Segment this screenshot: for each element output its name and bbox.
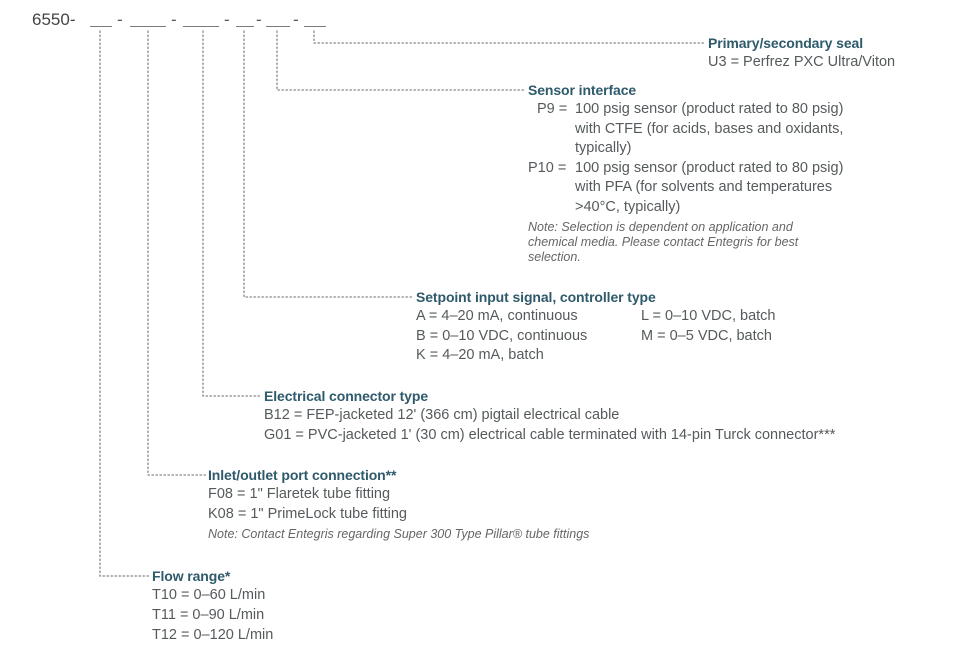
flow-option-t11: T11 = 0–90 L/min [152, 607, 265, 623]
sensor-code-p9: P9 = [537, 101, 568, 117]
sensor-heading: Sensor interface [528, 82, 637, 98]
separator-4: - [256, 10, 262, 29]
connector-option-g01: G01 = PVC-jacketed 1' (30 cm) electrical cable terminated with 14-pin Turck connector*** [264, 427, 836, 443]
flow-option-t10: T10 = 0–60 L/min [152, 587, 266, 603]
leader-setpoint [244, 31, 414, 297]
leader-seal [314, 31, 706, 43]
sensor-note-line-2: chemical media. Please contact Entegris for best [528, 235, 799, 249]
setpoint-option-b: B = 0–10 VDC, continuous [416, 328, 588, 344]
sensor-note-line-3: selection. [528, 250, 581, 264]
setpoint-option-m: M = 0–5 VDC, batch [641, 328, 772, 344]
port-option-f08: F08 = 1" Flaretek tube fitting [208, 486, 391, 502]
setpoint-heading: Setpoint input signal, controller type [416, 289, 656, 305]
sensor-p9-line-2: with CTFE (for acids, bases and oxidants, [575, 121, 844, 137]
flow-option-t12: T12 = 0–120 L/min [152, 627, 274, 643]
port-note: Note: Contact Entegris regarding Super 300 Type Pillar® tube fittings [208, 527, 590, 541]
flow-heading: Flow range* [152, 568, 231, 584]
setpoint-option-k: K = 4–20 mA, batch [416, 347, 544, 363]
sensor-p9-line-3: typically) [575, 140, 632, 156]
part-prefix: 6550- [32, 10, 76, 29]
sensor-p10-line-1: 100 psig sensor (product rated to 80 psig) [575, 160, 844, 176]
sensor-p10-line-2: with PFA (for solvents and temperatures [575, 179, 833, 195]
leader-port [148, 31, 206, 475]
leader-flow [100, 31, 150, 576]
port-option-k08: K08 = 1" PrimeLock tube fitting [208, 506, 407, 522]
connector-heading: Electrical connector type [264, 388, 429, 404]
setpoint-option-l: L = 0–10 VDC, batch [641, 308, 776, 324]
separator-3: - [224, 10, 230, 29]
sensor-code-p10: P10 = [528, 160, 567, 176]
port-heading: Inlet/outlet port connection** [208, 467, 397, 483]
separator-5: - [293, 10, 299, 29]
separator-1: - [117, 10, 123, 29]
sensor-p10-line-3: >40°C, typically) [575, 199, 681, 215]
setpoint-option-a: A = 4–20 mA, continuous [416, 308, 578, 324]
connector-option-b12: B12 = FEP-jacketed 12' (366 cm) pigtail electrical cable [264, 407, 620, 423]
seal-option-u3: U3 = Perfrez PXC Ultra/Viton [708, 54, 896, 70]
seal-heading: Primary/secondary seal [708, 35, 864, 51]
sensor-note-line-1: Note: Selection is dependent on application and [528, 220, 793, 234]
sensor-p9-line-1: 100 psig sensor (product rated to 80 psig) [575, 101, 844, 117]
separator-2: - [171, 10, 177, 29]
leader-connector [203, 31, 262, 396]
